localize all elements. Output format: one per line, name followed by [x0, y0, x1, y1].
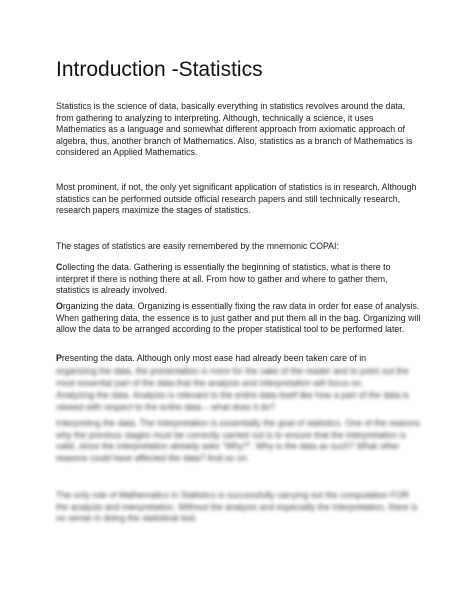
paragraph-collecting [56, 262, 422, 297]
mnemonic-letter-p: P [56, 353, 62, 363]
paragraph-definition: Statistics is the science of data, basically everything in statistics revolves around the data, from gathering to analyzing to interpreting. Although, technically a science, it uses Mathematics as a language and somewhat different approach from axiomatic approach of algebra, thus, another branch of Mathematics. Also, statistics as a branch of Mathematics is considered an Applied Mathematics. [56, 101, 413, 158]
paragraph-organizing [56, 301, 422, 336]
blurred-paragraph: Interpreting the data. The interpretation is essentially the goal of statistics. One of the reasons why the previous stages must be correctly carried out is to ensure that the interpretation is valid, since the interpretation already asks "Why?". Why is the data as such? What other reasons could have affected the data? And so on. [56, 418, 421, 463]
presenting-text: resenting the data. Although only most ease had already been taken care of in [61, 353, 367, 363]
blurred-paragraph: The only role of Mathematics in Statistics is successfully carrying out the computation FOR the analysis and interpretation. Without the analysis and especially the interpretation, there is no sense in doing the statistical tool. [56, 490, 418, 524]
mnemonic-letter-c: C [56, 262, 63, 272]
paragraph-copai-intro: The stages of statistics are easily remembered by the mnemonic COPAI: [56, 241, 339, 251]
paragraph-presenting [56, 353, 422, 365]
blurred-paragraph: Analyzing the data. Analysis is relevant to the entire data itself like how a part of the data is viewed with respect to the entire data – what does it do? [56, 390, 410, 412]
paragraph-research: Most prominent, if not, the only yet significant application of statistics is in research. Although statistics can be performed outside official research papers and still technically research, research papers maximize the stages of statistics. [56, 182, 417, 216]
blurred-paragraph: organizing the data, the presentation is more for the sake of the reader and to point out the most essential part of the data that the analysis and interpretation will focus on. [56, 366, 409, 388]
page-title: Introduction -Statistics [56, 58, 263, 81]
collecting-text: ollecting the data. Gathering is essentially the beginning of statistics, what is there to interpret if there is nothing there at all. From how to gather and where to gather them, statistics is already involved. [56, 262, 391, 296]
mnemonic-letter-o: O [56, 301, 63, 311]
organizing-text: rganizing the data. Organizing is essentially fixing the raw data in order for ease of analysis. When gathering data, the essence is to just gather and put them all in the bag. Organizing will allow the data to be arranged according to the proper statistical tool to be performed later. [56, 301, 421, 335]
blurred-preview-region [56, 366, 422, 546]
